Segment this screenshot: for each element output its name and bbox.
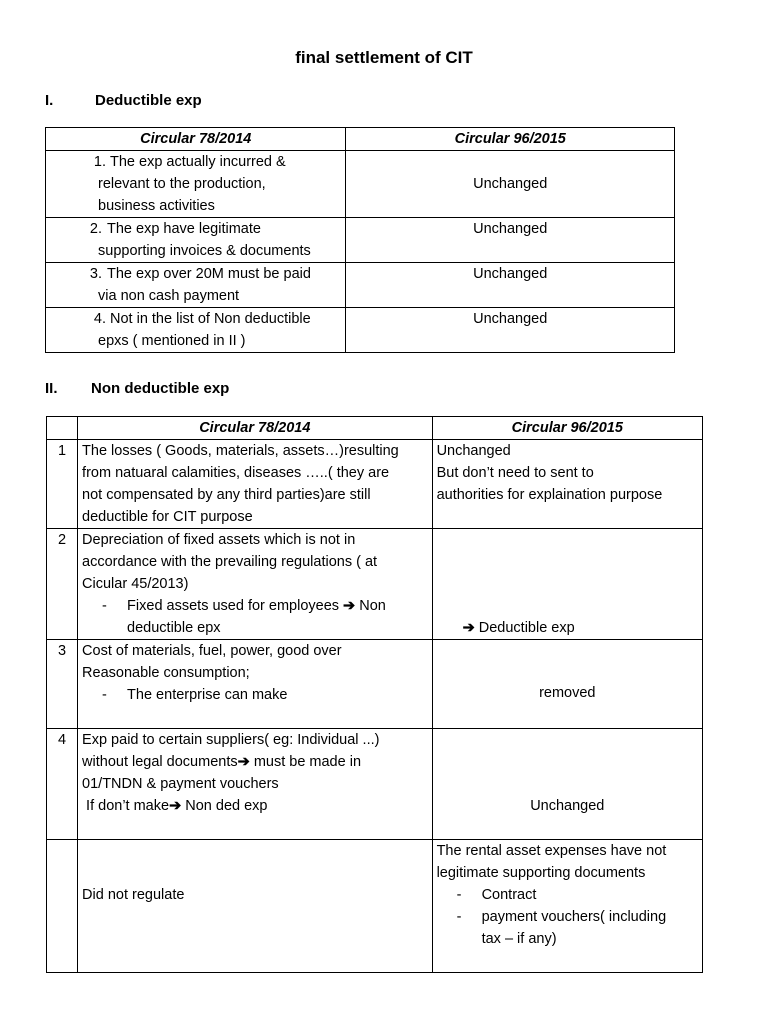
unchanged-cell: Unchanged — [432, 729, 702, 840]
unchanged-cell: Unchanged — [346, 218, 675, 263]
table-row — [47, 640, 703, 729]
unchanged-cell: Unchanged — [346, 263, 675, 308]
dash-bullet: - — [102, 687, 107, 703]
table2-header-index — [47, 417, 78, 440]
row-text: 01/TNDN & payment vouchers — [82, 776, 279, 792]
non-deductible-exp-table — [46, 416, 703, 973]
bullet-item — [82, 684, 428, 706]
bullet-text: Non — [359, 598, 386, 614]
section-2-title: Non deductible exp — [91, 380, 230, 397]
row-number — [47, 840, 78, 973]
bullet-text: payment vouchers( including — [481, 909, 667, 925]
right-arrow-icon: ➔ — [169, 798, 182, 814]
section-2-heading — [45, 380, 230, 397]
unchanged-cell: Unchanged — [346, 308, 675, 353]
dash-bullet: - — [456, 909, 462, 925]
row-text: relevant to the production, — [98, 176, 266, 192]
row-text: The exp over 20M must be paid — [107, 266, 311, 282]
row-number: 2 — [47, 529, 78, 640]
bullet-item — [82, 595, 428, 639]
table1-header-circular-96: Circular 96/2015 — [346, 128, 675, 151]
right-arrow-icon: ➔ — [462, 620, 475, 636]
row-text: not compensated by any third parties)are still — [82, 487, 371, 503]
row-text: Reasonable consumption; — [82, 665, 250, 681]
section-1-number: I. — [45, 92, 54, 109]
row-number: 3. — [89, 266, 102, 282]
row-text: legitimate supporting documents — [436, 865, 646, 881]
row-text: accordance with the prevailing regulations ( at — [82, 554, 378, 570]
section-1-title: Deductible exp — [95, 92, 202, 109]
table1-header-circular-78: Circular 78/2014 — [46, 128, 346, 151]
row-text: supporting invoices & documents — [98, 243, 311, 259]
table-row — [47, 529, 703, 640]
row-text: But don’t need to sent to — [436, 465, 594, 481]
table2-header-circular-96: Circular 96/2015 — [432, 417, 702, 440]
row-text: without legal documents — [82, 754, 238, 770]
row-text: Deductible exp — [478, 620, 575, 636]
row-text: Did not regulate — [78, 840, 433, 973]
row-number: 1. — [93, 154, 106, 170]
table-row — [46, 263, 675, 308]
dash-bullet: - — [102, 598, 107, 614]
row-text: Unchanged — [436, 443, 511, 459]
row-number: 3 — [47, 640, 78, 729]
table-row — [47, 840, 703, 973]
row-text: Depreciation of fixed assets which is not in — [82, 532, 356, 548]
bullet-text: The enterprise can make — [127, 687, 288, 703]
row-text: authorities for explaination purpose — [436, 487, 663, 503]
bullet-item — [437, 884, 698, 906]
row-text: via non cash payment — [98, 288, 240, 304]
row-number: 1 — [47, 440, 78, 529]
section-1-heading — [45, 92, 202, 109]
row-text: business activities — [98, 198, 215, 214]
row-text: Not in the list of Non deductible — [110, 311, 311, 327]
removed-cell: removed — [432, 640, 702, 729]
row-text: If don’t make — [86, 798, 170, 814]
row-number: 4 — [47, 729, 78, 840]
right-arrow-icon: ➔ — [237, 754, 250, 770]
row-text: The exp have legitimate — [107, 221, 261, 237]
table-row — [46, 308, 675, 353]
row-text: epxs ( mentioned in II ) — [98, 333, 246, 349]
document-title: final settlement of CIT — [295, 48, 473, 67]
row-text: Non ded exp — [185, 798, 268, 814]
table-row — [46, 151, 675, 218]
row-number: 4. — [93, 311, 106, 327]
row-text: The losses ( Goods, materials, assets…)resulting — [82, 443, 399, 459]
table-row — [46, 218, 675, 263]
row-text: Cicular 45/2013) — [82, 576, 189, 592]
bullet-item — [437, 906, 698, 950]
table-row — [47, 729, 703, 840]
row-text: from natuaral calamities, diseases …..( they are — [82, 465, 390, 481]
right-arrow-icon: ➔ — [343, 598, 360, 614]
row-number: 2. — [89, 221, 102, 237]
row-text: Exp paid to certain suppliers( eg: Individual ...) — [82, 732, 380, 748]
row-text: deductible for CIT purpose — [82, 509, 253, 525]
deductible-exp-table — [45, 127, 675, 353]
row-text: Cost of materials, fuel, power, good over — [82, 643, 342, 659]
table2-header-circular-78: Circular 78/2014 — [78, 417, 433, 440]
bullet-text: deductible epx — [127, 620, 221, 636]
unchanged-cell: Unchanged — [346, 151, 675, 218]
bullet-text: Contract — [481, 887, 537, 903]
section-2-number: II. — [45, 380, 58, 397]
dash-bullet: - — [456, 887, 462, 903]
bullet-text: tax – if any) — [481, 931, 557, 947]
row-text: The rental asset expenses have not — [436, 843, 667, 859]
table-row — [47, 440, 703, 529]
row-text: must be made in — [253, 754, 362, 770]
bullet-text: Fixed assets used for employees — [127, 598, 340, 614]
row-text: The exp actually incurred & — [110, 154, 286, 170]
